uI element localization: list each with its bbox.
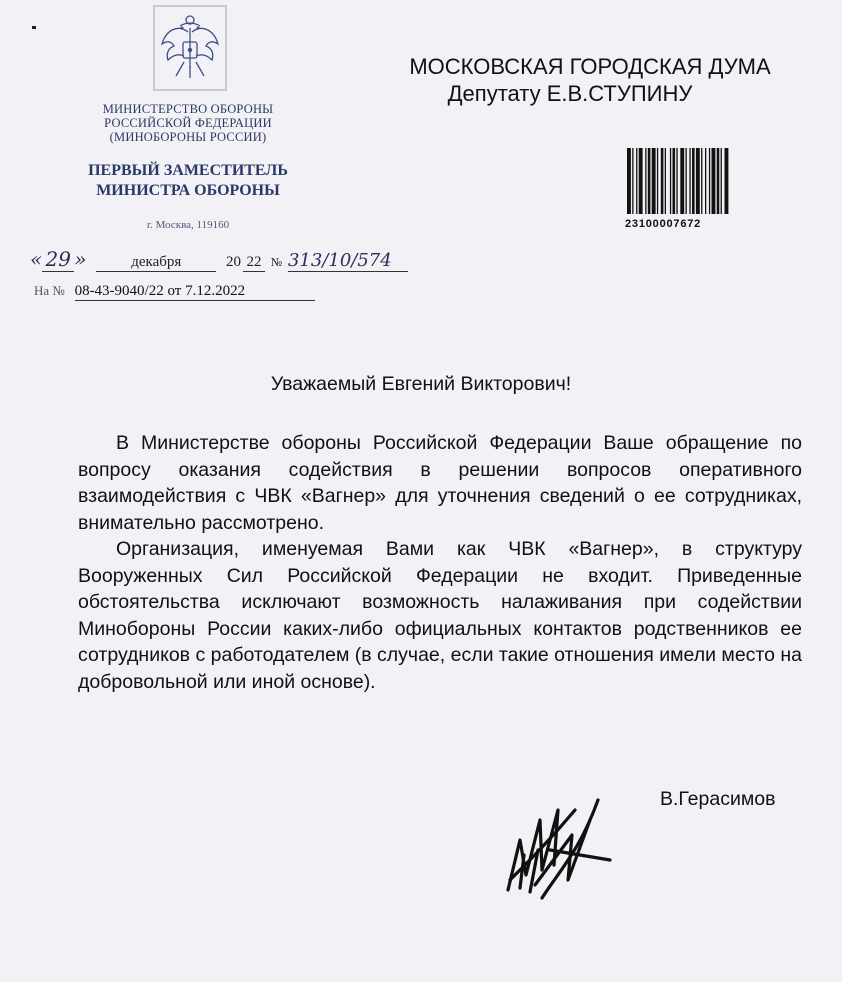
handwritten-signature [480, 780, 630, 900]
ministry-name [68, 102, 308, 144]
reference-row [34, 283, 354, 301]
number-sign: № [270, 255, 283, 269]
outgoing-day: 29 [42, 247, 74, 272]
reference-prefix: На № [34, 283, 65, 298]
outgoing-date-row [30, 247, 450, 275]
scan-speck [32, 26, 36, 29]
ministry-title [68, 161, 308, 201]
outgoing-year: 22 [243, 254, 265, 272]
salutation: Уважаемый Евгений Викторович! [270, 373, 572, 395]
coat-of-arms-emblem [150, 4, 230, 94]
outgoing-month: декабря [96, 254, 216, 272]
day-close-quote: » [74, 247, 87, 271]
outgoing-year-prefix: 20 [226, 254, 241, 270]
ministry-title-line: МИНИСТРА ОБОРОНЫ [96, 182, 280, 199]
ministry-title-line: ПЕРВЫЙ ЗАМЕСТИТЕЛЬ [88, 162, 288, 179]
body-paragraph: В Министерстве обороны Российской Федерации Ваше обращение по вопросу оказания содействия в решении вопросов оперативного взаимодействия с ЧВК «Вагнер» для уточнения сведений о ее сотрудниках, внимательно рассмотрено. [78, 432, 802, 534]
ministry-line: (МИНОБОРОНЫ РОССИИ) [109, 130, 267, 144]
recipient-person: Депутату Е.В.СТУПИНУ [447, 81, 693, 106]
barcode-number: 23100007672 [625, 218, 702, 230]
body-paragraph: Организация, именуемая Вами как ЧВК «Вагнер», в структуру Вооруженных Сил Российской Федерации не входит. Приведенные обстоятельства исключают возможность налаживания при содействии Минобороны России каких-либо официальных контактов родственников ее сотрудников с работодателем (в случае, если такие отношения имели место на добровольной или иной основе). [78, 538, 803, 693]
day-open-quote: « [30, 247, 43, 271]
ministry-line: РОССИЙСКОЙ ФЕДЕРАЦИИ [104, 116, 272, 130]
ministry-line: МИНИСТЕРСТВО ОБОРОНЫ [102, 102, 274, 116]
barcode [625, 148, 755, 216]
letter-body [78, 430, 802, 695]
reference-value: 08-43-9040/22 от 7.12.2022 [75, 283, 315, 301]
ministry-address: г. Москва, 119160 [146, 219, 230, 231]
outgoing-number: 313/10/574 [288, 250, 408, 272]
recipient-org: МОСКОВСКАЯ ГОРОДСКАЯ ДУМА [409, 54, 771, 79]
signer-name: В.Герасимов [660, 788, 776, 810]
